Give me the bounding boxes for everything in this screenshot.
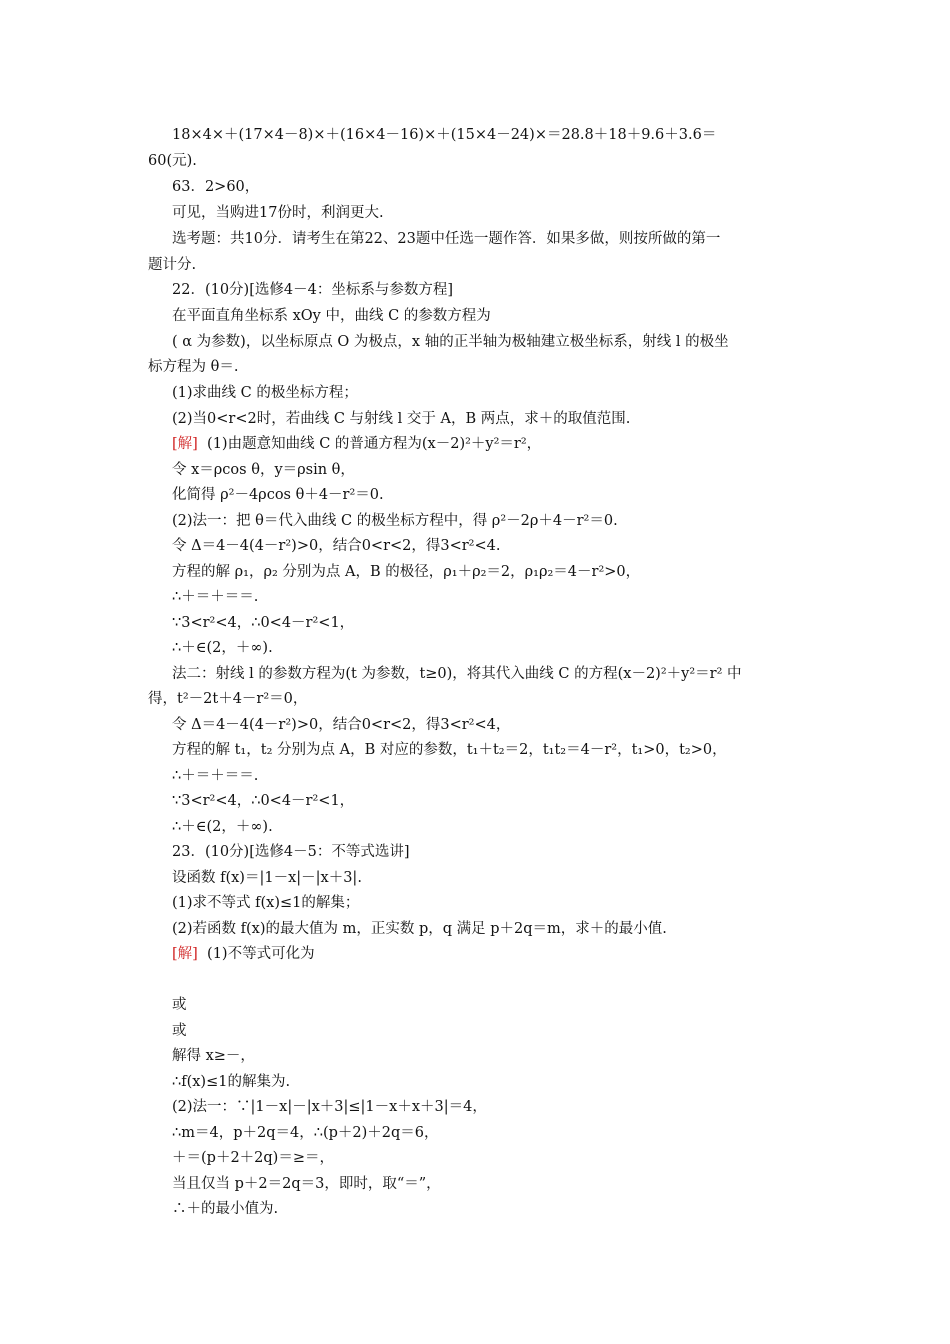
text-line: ∴＋＝＋＝＝. xyxy=(172,589,259,605)
text-line: (1)求曲线 C 的极坐标方程； xyxy=(172,385,358,401)
text-line: 或 xyxy=(172,997,187,1013)
text-line: 化简得 ρ²－4ρcos θ＋4－r²＝0. xyxy=(172,487,384,503)
text-line: ∵3<r²<4，∴0<4－r²<1， xyxy=(172,793,355,809)
text-line: 当且仅当 p＋2＝2q＝3，即时，取“＝”， xyxy=(172,1176,441,1192)
text-line: ∴＋∈(2，＋∞). xyxy=(172,819,273,835)
text-line: ＋＝(p＋2＋2q)＝≥＝， xyxy=(172,1150,334,1166)
solution-tag: [解] xyxy=(172,946,198,962)
text-line: ∴＋∈(2，＋∞). xyxy=(172,640,273,656)
text-line: 在平面直角坐标系 xOy 中，曲线 C 的参数方程为 xyxy=(172,308,491,324)
text-line: (2)若函数 f(x)的最大值为 m，正实数 p，q 满足 p＋2q＝m，求＋的最小值. xyxy=(172,921,667,937)
text-line: (2)法一：∵|1－x|－|x＋3|≤|1－x＋x＋3|＝4， xyxy=(172,1099,487,1115)
text-line: (2)当0<r<2时，若曲线 C 与射线 l 交于 A，B 两点，求＋的取值范围. xyxy=(172,411,631,427)
solution-tag: [解] xyxy=(172,436,198,452)
solution-line: [解] (1)不等式可化为 xyxy=(172,946,315,962)
text-line: 18×4×＋(17×4－8)×＋(16×4－16)×＋(15×4－24)×＝28.8＋18＋9.6＋3.6＝ xyxy=(172,127,717,143)
text-line: (2)法一：把 θ＝代入曲线 C 的极坐标方程中，得 ρ²－2ρ＋4－r²＝0. xyxy=(172,513,618,529)
text-line: 令 x＝ρcos θ，y＝ρsin θ， xyxy=(172,462,355,478)
text-line: ∴f(x)≤1的解集为. xyxy=(172,1074,291,1090)
text-line: ∴＋的最小值为. xyxy=(172,1201,279,1217)
text-line: 法二：射线 l 的参数方程为(t 为参数，t≥0)，将其代入曲线 C 的方程(x－2)²＋y²＝r² 中 xyxy=(172,666,742,682)
text-line: 或 xyxy=(172,1023,187,1039)
text-line: 可见，当购进17份时，利润更大. xyxy=(172,205,384,221)
text-line: ( α 为参数)，以坐标原点 O 为极点，x 轴的正半轴为极轴建立极坐标系，射线 l 的极坐 xyxy=(172,334,729,350)
text-line: ∴m＝4，p＋2q＝4，∴(p＋2)＋2q＝6， xyxy=(172,1125,439,1141)
solution-line: [解] (1)由题意知曲线 C 的普通方程为(x－2)²＋y²＝r²， xyxy=(172,436,542,452)
text-line: ∵3<r²<4，∴0<4－r²<1， xyxy=(172,615,355,631)
section-heading: 23．(10分)[选修4－5：不等式选讲] xyxy=(172,844,410,860)
text-line: 设函数 f(x)＝|1－x|－|x＋3|. xyxy=(172,870,362,886)
text-line: (1)求不等式 f(x)≤1的解集； xyxy=(172,895,360,911)
text-line: 方程的解 t₁，t₂ 分别为点 A，B 对应的参数，t₁＋t₂＝2，t₁t₂＝4－r²，t₁>0，t₂>0， xyxy=(172,742,727,758)
text-line: 选考题：共10分．请考生在第22、23题中任选一题作答．如果多做，则按所做的第一 xyxy=(172,231,721,247)
section-heading: 22．(10分)[选修4－4：坐标系与参数方程] xyxy=(172,282,453,298)
text-line: 标方程为 θ＝. xyxy=(148,359,239,375)
text-line: 令 Δ＝4－4(4－r²)>0，结合0<r<2，得3<r²<4. xyxy=(172,538,501,554)
text-line: 解得 x≥－， xyxy=(172,1048,255,1064)
text-line: 令 Δ＝4－4(4－r²)>0，结合0<r<2，得3<r²<4， xyxy=(172,717,511,733)
text-line: 题计分. xyxy=(148,257,197,273)
text-line: 方程的解 ρ₁，ρ₂ 分别为点 A，B 的极径，ρ₁＋ρ₂＝2，ρ₁ρ₂＝4－r²>0， xyxy=(172,564,641,580)
text-line: 得，t²－2t＋4－r²＝0， xyxy=(148,691,308,707)
text-line: 60(元). xyxy=(148,153,197,169)
text-line: ∴＋＝＋＝＝. xyxy=(172,768,259,784)
text-line: 63．2>60， xyxy=(172,179,260,195)
